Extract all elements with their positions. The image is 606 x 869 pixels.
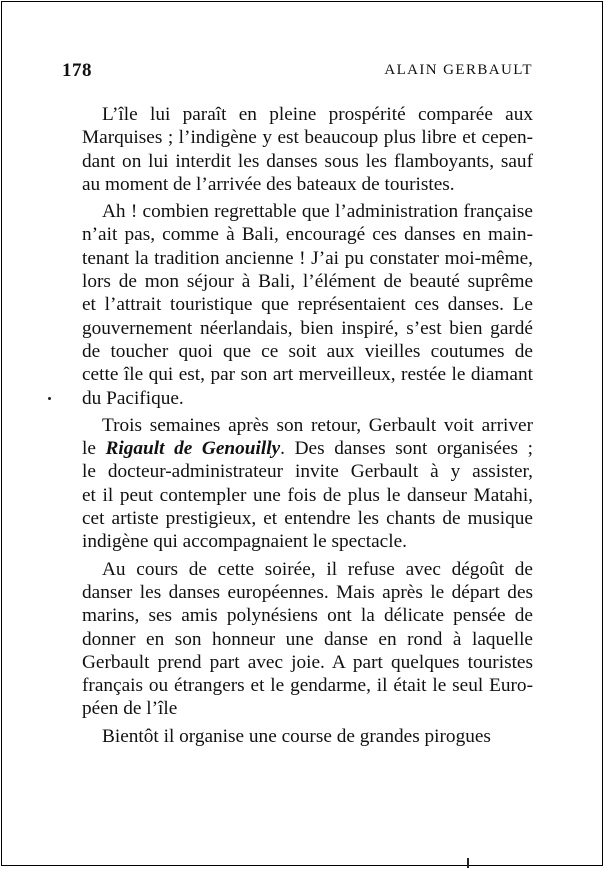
text-line: péen de l’île [82, 698, 178, 720]
text-fragment: . Des danses sont organisées ; [280, 438, 533, 460]
text-line: indigène qui accompagnaient le spectacle. [82, 531, 407, 553]
stray-ink-mark [48, 397, 51, 400]
text-line: et l’attrait touristique que représentaient ces danses. Le [82, 294, 533, 316]
text-line: Ah ! combien regrettable que l’administration française [102, 201, 533, 223]
text-line-with-ship-name [62, 437, 533, 460]
text-line: Au cours de cette soirée, il refuse avec dégoût de [102, 558, 533, 580]
paragraph-5 [62, 725, 533, 748]
text-line: Gerbault prend part avec joie. A part quelques touristes [82, 651, 533, 673]
text-line: au moment de l’arrivée des bateaux de touristes. [82, 173, 455, 195]
text-line: danser les danses européennes. Mais après le départ des [82, 581, 533, 603]
stray-ink-mark [467, 858, 469, 868]
text-line: cette île qui est, par son art merveilleux, restée le diamant [82, 364, 533, 386]
text-line: français ou étrangers et le gendarme, il était le seul Euro- [82, 675, 533, 697]
text-line: Bientôt il organise une course de grandes pirogues [102, 725, 491, 747]
text-line: tenant la tradition ancienne ! J’ai pu constater moi-même, [82, 247, 533, 269]
text-line: gouvernement néerlandais, bien inspiré, s’est bien gardé [82, 317, 533, 339]
ship-name: Rigault de Genouilly [105, 438, 281, 460]
text-line: marins, ses amis polynésiens ont la délicate pensée de [82, 605, 533, 627]
page-header [62, 60, 533, 84]
running-head: ALAIN GERBAULT [384, 62, 533, 78]
text-fragment: le [82, 438, 106, 460]
text-line: de toucher quoi que ce soit aux vieilles coutumes de [82, 340, 533, 362]
text-line: Marquises ; l’indigène y est beaucoup plus libre et cepen- [82, 127, 533, 149]
text-line: le docteur-administrateur invite Gerbault à y assister, [82, 461, 533, 483]
text-line: lors de mon séjour à Bali, l’élément de beauté suprême [82, 271, 533, 293]
page-number: 178 [62, 60, 92, 81]
text-line: du Pacifique. [82, 387, 184, 409]
text-line: et il peut contempler une fois de plus le danseur Matahi, [82, 484, 533, 506]
text-line: cet artiste prestigieux, et entendre les chants de musique [82, 508, 533, 530]
paragraph-4 [62, 558, 533, 721]
paragraph-1 [62, 103, 533, 196]
text-line: donner en son honneur une danse en rond à laquelle [82, 628, 533, 650]
paragraph-3 [62, 414, 533, 554]
text-line: n’ait pas, comme à Bali, encouragé ces danses en main- [82, 224, 533, 246]
paragraph-2 [62, 200, 533, 410]
text-line: Trois semaines après son retour, Gerbault voit arriver [102, 414, 533, 436]
body-text [62, 103, 533, 752]
text-line: dant on lui interdit les danses sous les flamboyants, sauf [82, 150, 533, 172]
text-line: L’île lui paraît en pleine prospérité comparée aux [102, 104, 533, 125]
